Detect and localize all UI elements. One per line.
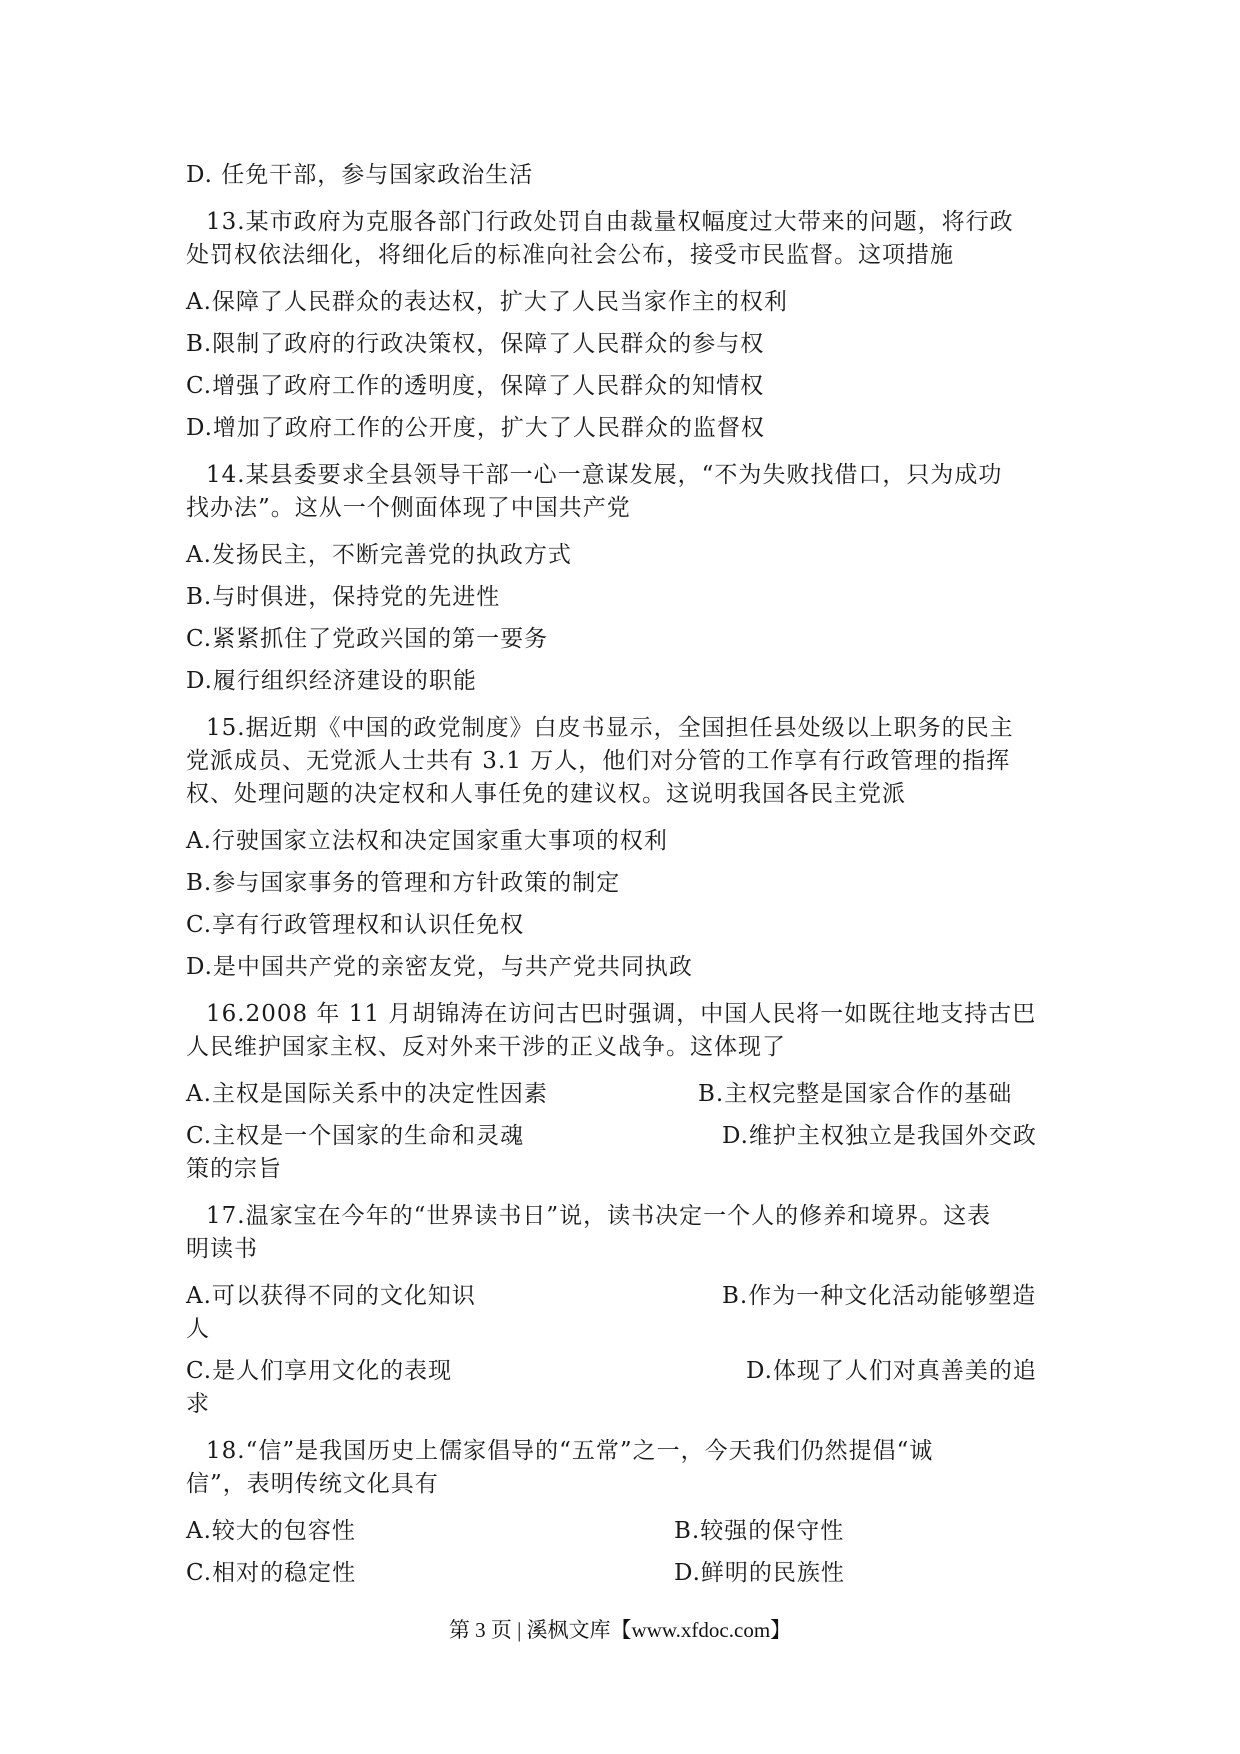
question-16-option-b: B.主权完整是国家合作的基础 xyxy=(698,1081,1013,1107)
question-14-stem-line2: 找办法”。这从一个侧面体现了中国共产党 xyxy=(186,495,631,521)
question-16-stem-line2: 人民维护国家主权、反对外来干涉的正义战争。这体现了 xyxy=(186,1034,786,1060)
question-18-option-b: B.较强的保守性 xyxy=(674,1518,845,1544)
question-15-option-c: C.享有行政管理权和认识任免权 xyxy=(186,912,525,938)
question-17-option-b: B.作为一种文化活动能够塑造 xyxy=(722,1283,1037,1309)
question-18-option-c: C.相对的稳定性 xyxy=(186,1560,357,1586)
page-footer: 第 3 页 | 溪枫文库【www.xfdoc.com】 xyxy=(448,1618,792,1642)
question-16-option-c: C.主权是一个国家的生命和灵魂 xyxy=(186,1123,525,1149)
question-14-option-c: C.紧紧抓住了党政兴国的第一要务 xyxy=(186,626,549,652)
question-17-option-c: C.是人们享用文化的表现 xyxy=(186,1358,453,1384)
question-13-option-c: C.增强了政府工作的透明度，保障了人民群众的知情权 xyxy=(186,373,765,399)
question-15-stem-line3: 权、处理问题的决定权和人事任免的建议权。这说明我国各民主党派 xyxy=(186,781,906,807)
question-16-option-d-cont: 策的宗旨 xyxy=(186,1156,282,1182)
question-15-stem-line1: 15.据近期《中国的政党制度》白皮书显示，全国担任县处级以上职务的民主 xyxy=(206,715,1014,741)
question-17-option-d: D.体现了人们对真善美的追 xyxy=(746,1358,1037,1384)
question-15-option-d: D.是中国共产党的亲密友党，与共产党共同执政 xyxy=(186,954,693,980)
question-14-stem-line1: 14.某县委要求全县领导干部一心一意谋发展，“不为失败找借口，只为成功 xyxy=(206,462,1003,488)
question-16-stem-line1: 16.2008 年 11 月胡锦涛在访问古巴时强调，中国人民将一如既往地支持古巴 xyxy=(206,1001,1037,1027)
question-17-option-a: A.可以获得不同的文化知识 xyxy=(186,1283,476,1309)
question-17-stem-line1: 17.温家宝在今年的“世界读书日”说，读书决定一个人的修养和境界。这表 xyxy=(206,1203,992,1229)
question-18-option-d: D.鲜明的民族性 xyxy=(674,1560,845,1586)
question-18-stem-line2: 信”，表明传统文化具有 xyxy=(186,1471,439,1497)
question-16-option-a: A.主权是国际关系中的决定性因素 xyxy=(186,1081,548,1107)
question-13-option-a: A.保障了人民群众的表达权，扩大了人民当家作主的权利 xyxy=(186,289,788,315)
question-17-option-d-cont: 求 xyxy=(186,1391,210,1417)
question-13-option-d: D.增加了政府工作的公开度，扩大了人民群众的监督权 xyxy=(186,415,765,441)
question-16-option-d: D.维护主权独立是我国外交政 xyxy=(722,1123,1037,1149)
question-14-option-a: A.发扬民主，不断完善党的执政方式 xyxy=(186,542,572,568)
question-15-stem-line2: 党派成员、无党派人士共有 3.1 万人，他们对分管的工作享有行政管理的指挥 xyxy=(186,748,1011,774)
question-15-option-a: A.行驶国家立法权和决定国家重大事项的权利 xyxy=(186,828,668,854)
question-17-stem-line2: 明读书 xyxy=(186,1236,258,1262)
question-13-option-b: B.限制了政府的行政决策权，保障了人民群众的参与权 xyxy=(186,331,765,357)
question-15-option-b: B.参与国家事务的管理和方针政策的制定 xyxy=(186,870,621,896)
option-12d: D. 任免干部，参与国家政治生活 xyxy=(186,162,534,188)
question-14-option-d: D.履行组织经济建设的职能 xyxy=(186,668,477,694)
question-13-stem-line2: 处罚权依法细化，将细化后的标准向社会公布，接受市民监督。这项措施 xyxy=(186,242,954,268)
question-14-option-b: B.与时俱进，保持党的先进性 xyxy=(186,584,501,610)
question-18-option-a: A.较大的包容性 xyxy=(186,1518,356,1544)
question-18-stem-line1: 18.“信”是我国历史上儒家倡导的“五常”之一，今天我们仍然提倡“诚 xyxy=(206,1438,934,1464)
question-17-option-b-cont: 人 xyxy=(186,1316,210,1342)
question-13-stem-line1: 13.某市政府为克服各部门行政处罚自由裁量权幅度过大带来的问题，将行政 xyxy=(206,209,1014,235)
